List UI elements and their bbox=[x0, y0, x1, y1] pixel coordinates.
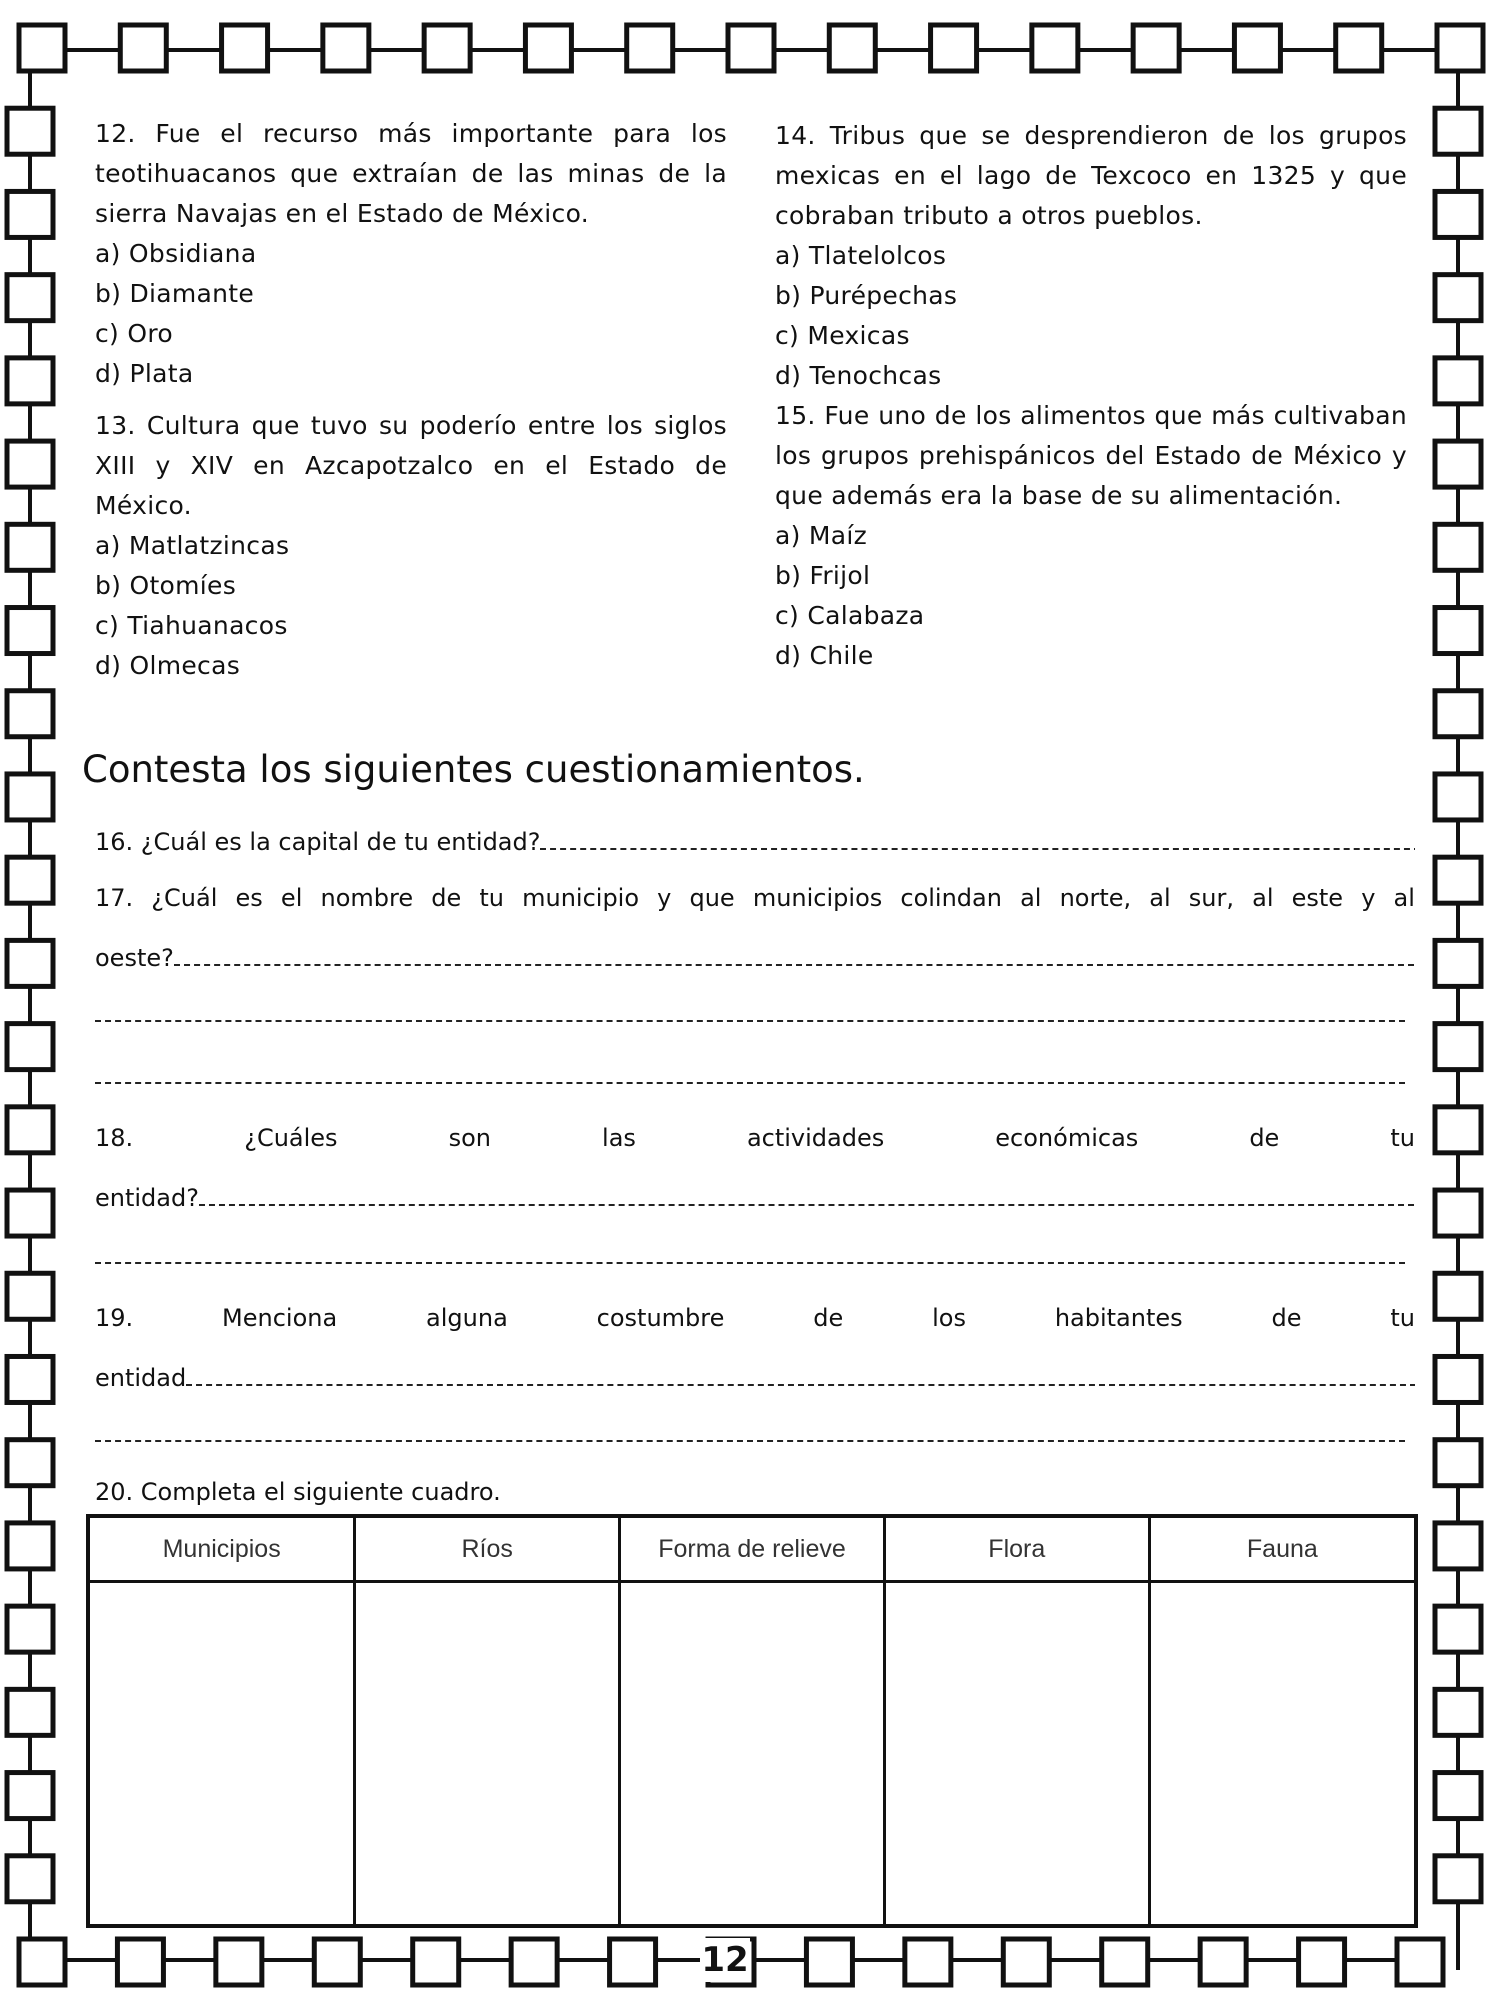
answer-line-16[interactable] bbox=[540, 828, 1415, 850]
border-square bbox=[7, 1024, 53, 1070]
table-header-municipios: Municipios bbox=[90, 1518, 355, 1582]
question-14-option-a: a) Tlatelolcos bbox=[775, 241, 947, 270]
question-18-word: las bbox=[602, 1124, 636, 1152]
border-square bbox=[1336, 25, 1382, 71]
border-square bbox=[525, 25, 571, 71]
border-square bbox=[1435, 524, 1481, 570]
question-14-option-b: b) Purépechas bbox=[775, 281, 958, 310]
border-square bbox=[1437, 25, 1483, 71]
border-square bbox=[627, 25, 673, 71]
question-15 bbox=[775, 396, 1407, 676]
border-square bbox=[1435, 108, 1481, 154]
answer-line-19-b[interactable] bbox=[95, 1440, 1405, 1442]
border-square bbox=[424, 25, 470, 71]
border-square bbox=[829, 25, 875, 71]
question-17-word: al bbox=[1149, 884, 1171, 912]
border-square bbox=[1435, 1856, 1481, 1902]
border-square bbox=[323, 25, 369, 71]
border-square bbox=[7, 1107, 53, 1153]
border-square bbox=[7, 1273, 53, 1319]
border-square bbox=[1435, 608, 1481, 654]
border-square bbox=[7, 1606, 53, 1652]
question-19-continuation-text: entidad bbox=[95, 1364, 187, 1392]
question-14-option-c: c) Mexicas bbox=[775, 321, 910, 350]
question-17-word: norte, bbox=[1059, 884, 1132, 912]
question-18-word: de bbox=[1249, 1124, 1280, 1152]
table-row bbox=[90, 1582, 1414, 1925]
question-15-option-c: c) Calabaza bbox=[775, 601, 925, 630]
question-17-word: municipios bbox=[752, 884, 883, 912]
question-15-option-d: d) Chile bbox=[775, 641, 874, 670]
question-14-text: 14. Tribus que se desprendieron de los grupos mexicas en el lago de Texcoco en 1325 y que cobraban tributo a otros pueblos. bbox=[775, 121, 1407, 230]
border-square bbox=[511, 1939, 557, 1985]
question-12-option-d: d) Plata bbox=[95, 359, 194, 388]
border-square bbox=[314, 1939, 360, 1985]
border-square bbox=[1435, 691, 1481, 737]
table-cell-municipios[interactable] bbox=[90, 1582, 355, 1925]
border-square bbox=[1435, 774, 1481, 820]
border-square bbox=[1435, 275, 1481, 321]
questions-column-left bbox=[95, 114, 727, 686]
table-header-flora: Flora bbox=[884, 1518, 1149, 1582]
border-square bbox=[7, 441, 53, 487]
border-square bbox=[7, 1190, 53, 1236]
question-18-word: actividades bbox=[746, 1124, 885, 1152]
question-16 bbox=[95, 822, 1415, 862]
question-17-word: al bbox=[1020, 884, 1042, 912]
border-square bbox=[7, 358, 53, 404]
border-square bbox=[1435, 1606, 1481, 1652]
question-12-text: 12. Fue el recurso más importante para los teotihuacanos que extraían de las minas de la sierra Navajas en el Estado de México. bbox=[95, 119, 727, 228]
border-square bbox=[7, 191, 53, 237]
border-square bbox=[7, 1773, 53, 1819]
border-square bbox=[1435, 857, 1481, 903]
questions-column-right bbox=[775, 116, 1407, 676]
question-13-option-c: c) Tiahuanacos bbox=[95, 611, 288, 640]
border-square bbox=[1102, 1939, 1148, 1985]
question-13-option-b: b) Otomíes bbox=[95, 571, 237, 600]
question-14-option-d: d) Tenochcas bbox=[775, 361, 942, 390]
question-17-word: al bbox=[1252, 884, 1274, 912]
border-square bbox=[19, 1939, 65, 1985]
border-square bbox=[7, 857, 53, 903]
border-square bbox=[19, 25, 65, 71]
table-header-fauna: Fauna bbox=[1149, 1518, 1414, 1582]
border-square bbox=[120, 25, 166, 71]
table-header-rios: Ríos bbox=[355, 1518, 620, 1582]
border-square bbox=[1435, 1356, 1481, 1402]
question-17-word: es bbox=[235, 884, 263, 912]
section-title: Contesta los siguientes cuestionamientos. bbox=[82, 748, 865, 791]
question-12-option-c: c) Oro bbox=[95, 319, 173, 348]
border-square bbox=[728, 25, 774, 71]
question-13-option-d: d) Olmecas bbox=[95, 651, 241, 680]
question-17-word: sur, bbox=[1188, 884, 1234, 912]
border-square bbox=[222, 25, 268, 71]
question-19-word: costumbre bbox=[596, 1304, 725, 1332]
question-19-first-line bbox=[95, 1298, 1415, 1338]
border-square bbox=[1435, 441, 1481, 487]
question-18-continuation-text: entidad? bbox=[95, 1184, 199, 1212]
question-19-word: alguna bbox=[426, 1304, 508, 1332]
question-17-word: 17. bbox=[95, 884, 134, 912]
border-square bbox=[7, 1856, 53, 1902]
question-18-word: son bbox=[448, 1124, 491, 1152]
border-square bbox=[905, 1939, 951, 1985]
question-17-word: y bbox=[1361, 884, 1376, 912]
answer-line-19-a[interactable] bbox=[186, 1364, 1415, 1386]
question-17-word: al bbox=[1393, 884, 1415, 912]
question-20-label: 20. Completa el siguiente cuadro. bbox=[95, 1478, 501, 1506]
border-square bbox=[1397, 1939, 1443, 1985]
border-square bbox=[806, 1939, 852, 1985]
border-square bbox=[7, 1689, 53, 1735]
question-15-option-b: b) Frijol bbox=[775, 561, 871, 590]
border-square bbox=[7, 1523, 53, 1569]
question-13-option-a: a) Matlatzincas bbox=[95, 531, 290, 560]
border-square bbox=[1435, 1689, 1481, 1735]
border-square bbox=[1435, 1024, 1481, 1070]
question-14 bbox=[775, 116, 1407, 396]
border-square bbox=[1435, 191, 1481, 237]
completion-table bbox=[86, 1514, 1418, 1928]
border-square bbox=[7, 1356, 53, 1402]
question-18-word: 18. bbox=[95, 1124, 134, 1152]
border-square bbox=[1200, 1939, 1246, 1985]
border-square bbox=[7, 524, 53, 570]
question-17-first-line bbox=[95, 878, 1415, 918]
question-17-word: tu bbox=[479, 884, 504, 912]
border-square bbox=[1234, 25, 1280, 71]
border-square bbox=[1003, 1939, 1049, 1985]
border-square bbox=[1133, 25, 1179, 71]
question-18-first-line bbox=[95, 1118, 1415, 1158]
border-square bbox=[610, 1939, 656, 1985]
question-17-word: que bbox=[689, 884, 735, 912]
question-13 bbox=[95, 406, 727, 686]
border-square bbox=[7, 774, 53, 820]
border-square bbox=[1435, 1523, 1481, 1569]
border-square bbox=[216, 1939, 262, 1985]
answer-line-17-b[interactable] bbox=[95, 1020, 1405, 1022]
question-17-word: nombre bbox=[320, 884, 414, 912]
question-19-word: habitantes bbox=[1054, 1304, 1183, 1332]
question-17-word: municipio bbox=[522, 884, 640, 912]
border-square bbox=[7, 1440, 53, 1486]
question-19-word: los bbox=[932, 1304, 966, 1332]
question-17-word: este bbox=[1291, 884, 1344, 912]
question-12-option-a: a) Obsidiana bbox=[95, 239, 257, 268]
question-17-word: colindan bbox=[900, 884, 1002, 912]
question-19-word: Menciona bbox=[222, 1304, 338, 1332]
table-header-forma-de-relieve: Forma de relieve bbox=[620, 1518, 885, 1582]
question-16-text: 16. ¿Cuál es la capital de tu entidad? bbox=[95, 828, 541, 856]
border-square bbox=[413, 1939, 459, 1985]
answer-line-18-b[interactable] bbox=[95, 1262, 1405, 1264]
page-number: 12 bbox=[701, 1940, 749, 1980]
border-square bbox=[1435, 358, 1481, 404]
question-17-word: y bbox=[657, 884, 672, 912]
question-17-word: el bbox=[280, 884, 303, 912]
border-square bbox=[1435, 1190, 1481, 1236]
border-square bbox=[117, 1939, 163, 1985]
border-square bbox=[1435, 1273, 1481, 1319]
border-square bbox=[1435, 1440, 1481, 1486]
border-square bbox=[1435, 1773, 1481, 1819]
table-cell-flora[interactable] bbox=[884, 1582, 1149, 1925]
question-12 bbox=[95, 114, 727, 394]
question-19-word: 19. bbox=[95, 1304, 134, 1332]
border-square bbox=[7, 940, 53, 986]
answer-line-17-c[interactable] bbox=[95, 1082, 1405, 1084]
border-square bbox=[7, 275, 53, 321]
question-18-continuation bbox=[95, 1178, 1415, 1218]
question-19-word: de bbox=[1271, 1304, 1302, 1332]
question-15-text: 15. Fue uno de los alimentos que más cultivaban los grupos prehispánicos del Estado de México y que además era la base de su alimentación. bbox=[775, 401, 1407, 510]
question-19-continuation bbox=[95, 1358, 1415, 1398]
border-square bbox=[1032, 25, 1078, 71]
question-17-continuation bbox=[95, 938, 1415, 978]
border-square bbox=[1299, 1939, 1345, 1985]
border-square bbox=[1435, 940, 1481, 986]
question-17-word: de bbox=[431, 884, 462, 912]
question-19-word: de bbox=[813, 1304, 844, 1332]
question-13-text: 13. Cultura que tuvo su poderío entre los siglos XIII y XIV en Azcapotzalco en el Estado de México. bbox=[95, 411, 727, 520]
table-cell-forma-de-relieve[interactable] bbox=[620, 1582, 885, 1925]
table-header-row bbox=[90, 1518, 1414, 1582]
question-18-word: tu bbox=[1390, 1124, 1415, 1152]
answer-line-17-a[interactable] bbox=[174, 944, 1414, 966]
question-18-word: ¿Cuáles bbox=[244, 1124, 338, 1152]
border-square bbox=[931, 25, 977, 71]
table-cell-fauna[interactable] bbox=[1149, 1582, 1414, 1925]
question-12-option-b: b) Diamante bbox=[95, 279, 255, 308]
border-square bbox=[7, 108, 53, 154]
border-square bbox=[1435, 1107, 1481, 1153]
question-18-word: económicas bbox=[995, 1124, 1139, 1152]
table-cell-rios[interactable] bbox=[355, 1582, 620, 1925]
question-19-word: tu bbox=[1390, 1304, 1415, 1332]
question-15-option-a: a) Maíz bbox=[775, 521, 868, 550]
question-17-word: ¿Cuál bbox=[151, 884, 218, 912]
border-square bbox=[7, 608, 53, 654]
question-17-continuation-text: oeste? bbox=[95, 944, 174, 972]
answer-line-18-a[interactable] bbox=[199, 1184, 1415, 1206]
border-square bbox=[7, 691, 53, 737]
